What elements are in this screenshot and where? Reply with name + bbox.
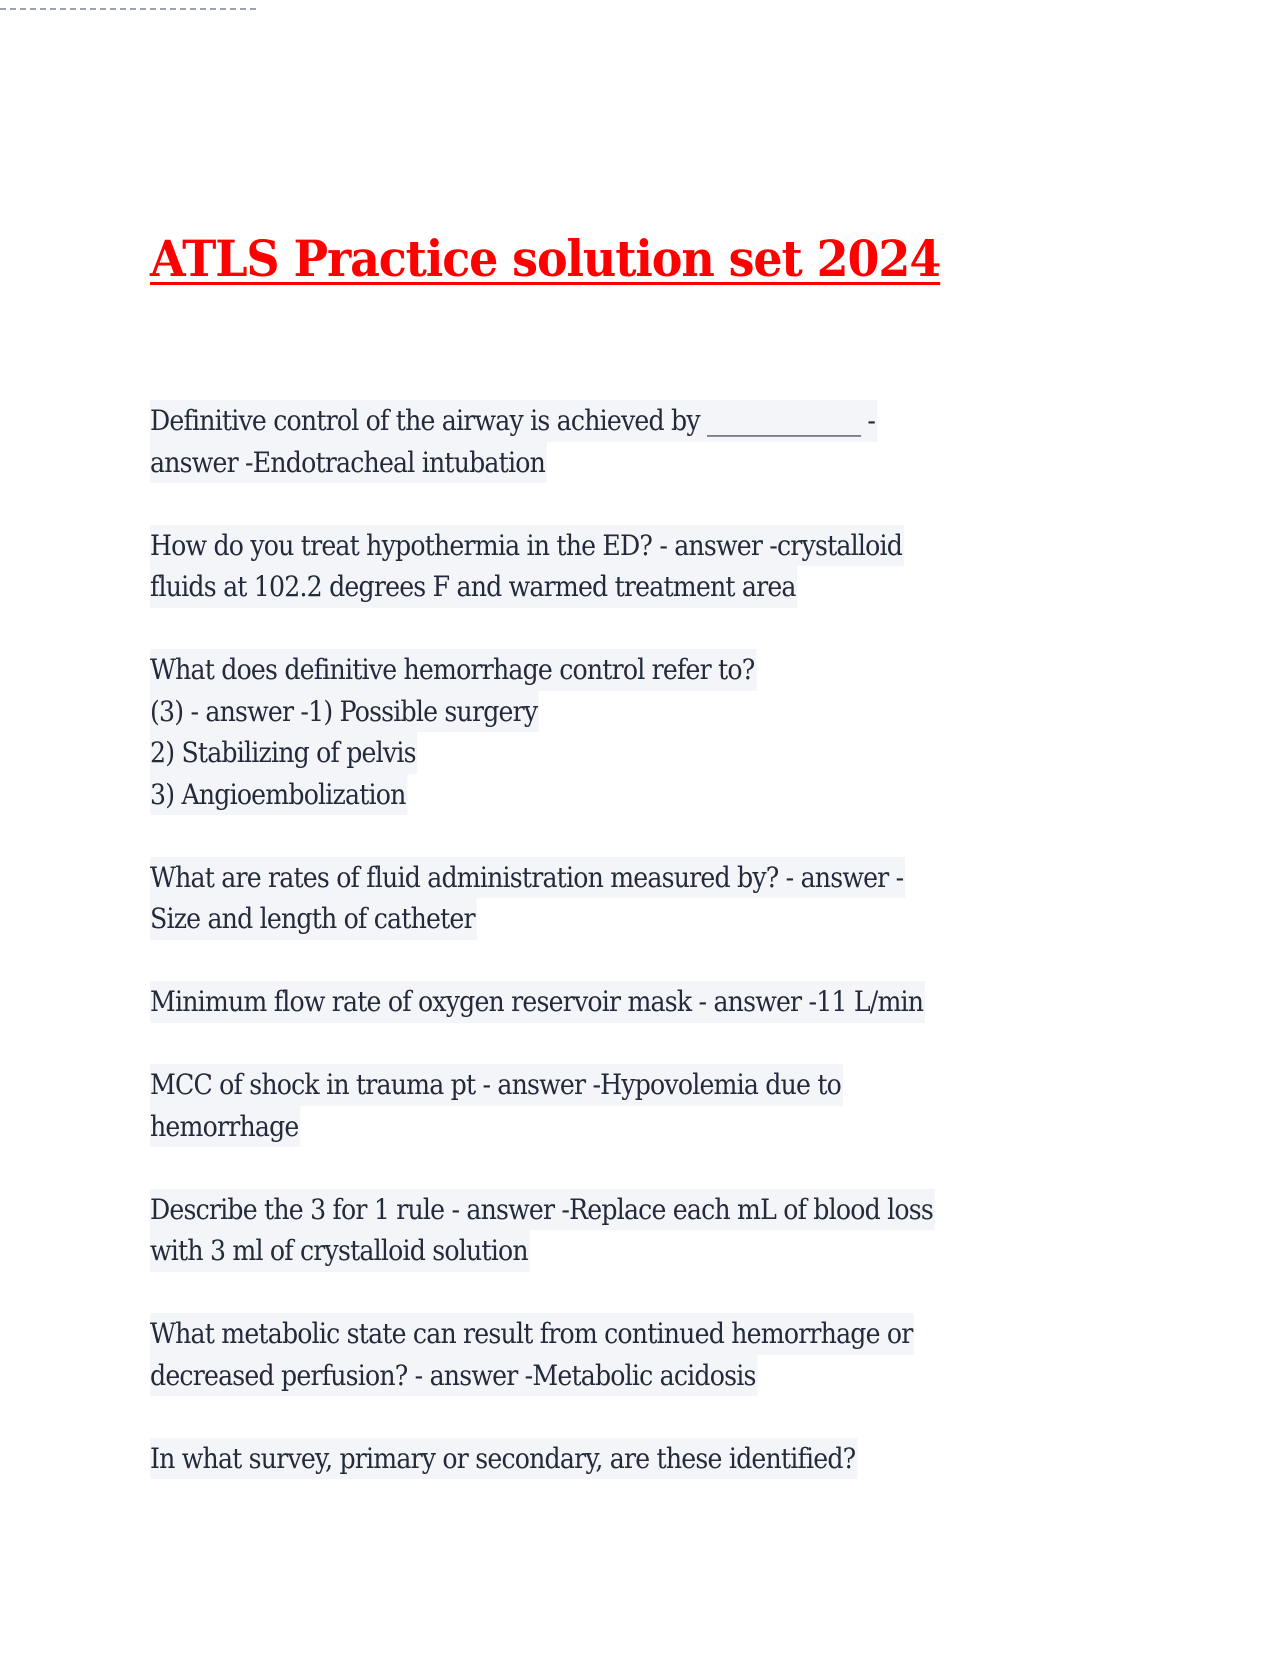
header-dashed-rule — [0, 8, 256, 10]
qa-item — [150, 1064, 1150, 1147]
qa-line: hemorrhage — [150, 1106, 300, 1148]
qa-line: How do you treat hypothermia in the ED? - answer -crystalloid — [150, 525, 904, 567]
qa-line: decreased perfusion? - answer -Metabolic acidosis — [150, 1355, 757, 1397]
qa-line: Size and length of catheter — [150, 898, 477, 940]
qa-item — [150, 400, 1150, 483]
qa-line: 2) Stabilizing of pelvis — [150, 732, 418, 774]
qa-list — [150, 400, 1150, 1521]
qa-line: What metabolic state can result from continued hemorrhage or — [150, 1313, 914, 1355]
qa-line: In what survey, primary or secondary, are these identified? — [150, 1438, 857, 1480]
qa-item — [150, 1438, 1150, 1480]
qa-line: MCC of shock in trauma pt - answer -Hypovolemia due to — [150, 1064, 843, 1106]
qa-line: Minimum flow rate of oxygen reservoir mask - answer -11 L/min — [150, 981, 925, 1023]
qa-item — [150, 1313, 1150, 1396]
document-title: ATLS Practice solution set 2024 — [150, 229, 941, 288]
qa-line: Describe the 3 for 1 rule - answer -Replace each mL of blood loss — [150, 1189, 935, 1231]
qa-item — [150, 1189, 1150, 1272]
qa-line: 3) Angioembolization — [150, 774, 407, 816]
qa-item — [150, 525, 1150, 608]
qa-item — [150, 981, 1150, 1023]
qa-item — [150, 649, 1150, 815]
qa-line: What are rates of fluid administration measured by? - answer - — [150, 857, 905, 899]
qa-line: fluids at 102.2 degrees F and warmed treatment area — [150, 566, 797, 608]
qa-line: What does definitive hemorrhage control refer to? — [150, 649, 756, 691]
qa-line: Definitive control of the airway is achieved by _____________ - — [150, 400, 877, 442]
qa-line: answer -Endotracheal intubation — [150, 442, 547, 484]
qa-item — [150, 857, 1150, 940]
qa-line: with 3 ml of crystalloid solution — [150, 1230, 530, 1272]
qa-line: (3) - answer -1) Possible surgery — [150, 691, 539, 733]
